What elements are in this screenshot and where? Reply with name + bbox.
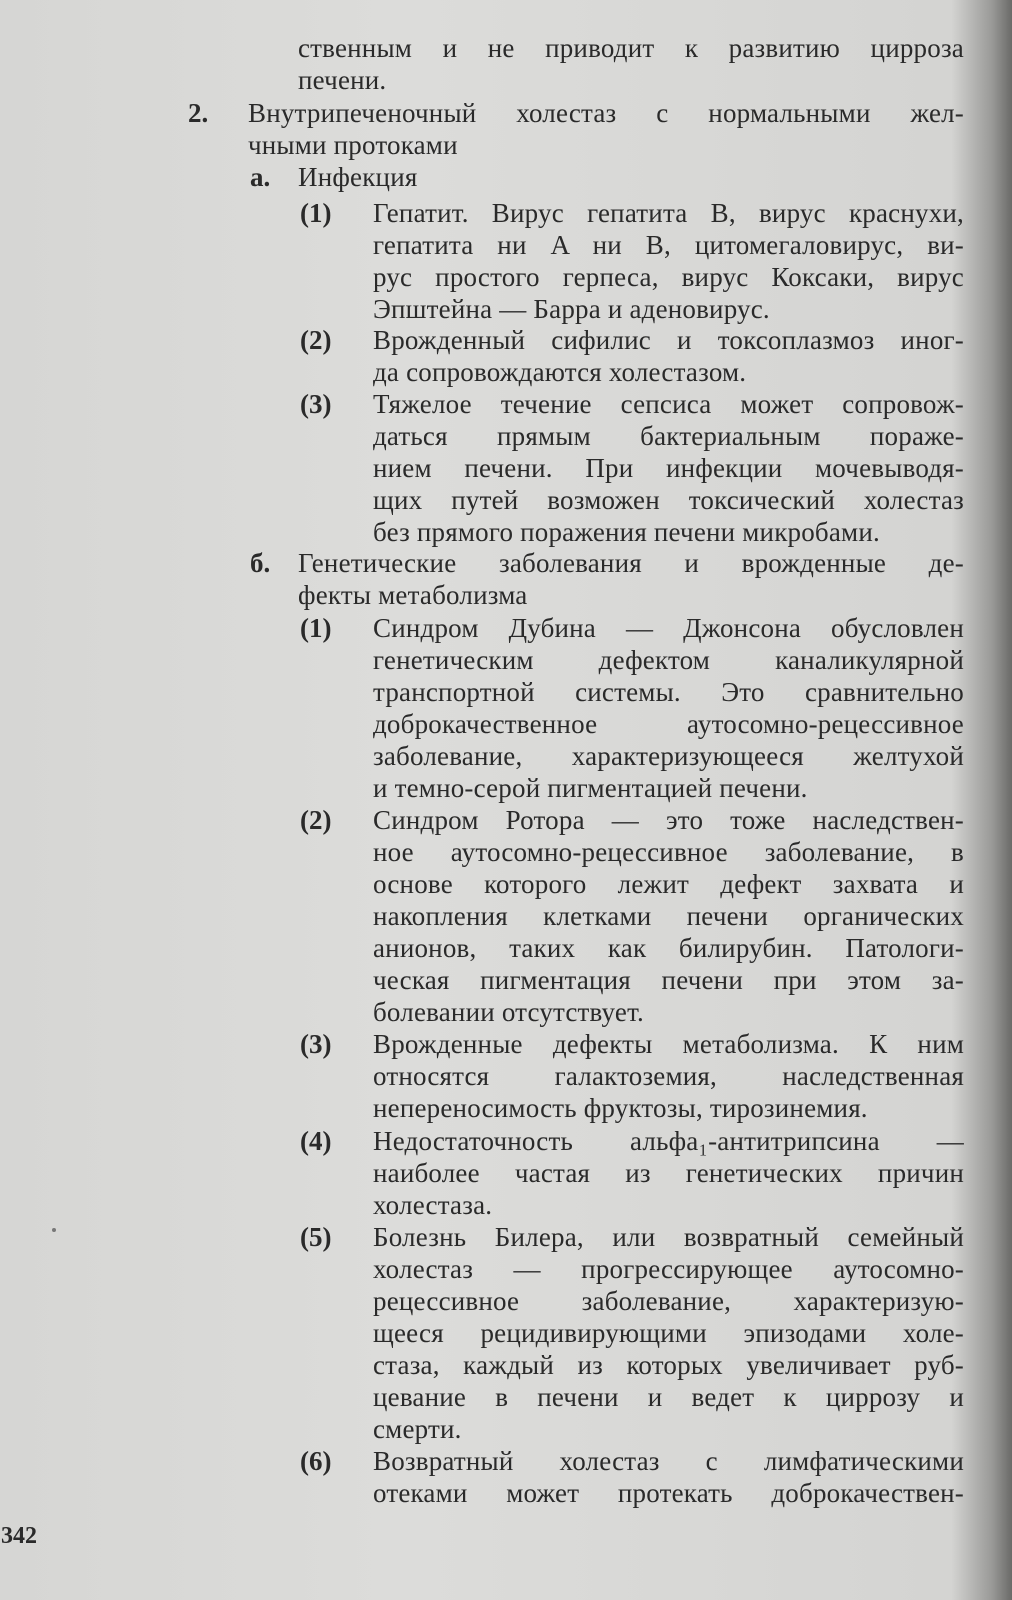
item-line: относятся галактоземия, наследственная bbox=[373, 1061, 964, 1091]
item-marker: (1) bbox=[300, 613, 332, 643]
subsection-title-line: фекты метаболизма bbox=[298, 580, 528, 610]
section-marker: 2. bbox=[188, 98, 209, 128]
item-line: Тяжелое течение сепсиса может сопровож- bbox=[373, 389, 964, 419]
item-line: транспортной системы. Это сравнительно bbox=[373, 677, 964, 707]
item-line: Врожденный сифилис и токсоплазмоз иног- bbox=[373, 325, 964, 355]
item-line: холестаз — прогрессирующее аутосомно- bbox=[373, 1254, 964, 1284]
item-line: рецессивное заболевание, характеризую- bbox=[373, 1286, 964, 1316]
item-line: Эпштейна — Барра и аденовирус. bbox=[373, 294, 770, 324]
item-line: анионов, таких как билирубин. Патологи- bbox=[373, 933, 964, 963]
item-line: накопления клетками печени органических bbox=[373, 901, 964, 931]
subsection-title: Инфекция bbox=[298, 162, 418, 192]
intro-line: печени. bbox=[298, 65, 387, 95]
section-title-line: чными протоками bbox=[248, 130, 458, 160]
section-title-line: Внутрипеченочный холестаз с нормальными жел- bbox=[248, 98, 964, 128]
item-line: и темно-серой пигментацией печени. bbox=[373, 773, 808, 803]
item-marker: (2) bbox=[300, 805, 332, 835]
item-line: холестаза. bbox=[373, 1190, 493, 1220]
item-marker: (1) bbox=[300, 198, 332, 228]
scan-speck bbox=[52, 1228, 56, 1232]
item-line: заболевание, характеризующееся желтухой bbox=[373, 741, 964, 771]
item-marker: (3) bbox=[300, 389, 332, 419]
item-line: без прямого поражения печени микробами. bbox=[373, 517, 880, 547]
item-marker: (5) bbox=[300, 1222, 332, 1252]
item-line: болевании отсутствует. bbox=[373, 997, 644, 1027]
item-line: цевание в печени и ведет к циррозу и bbox=[373, 1382, 964, 1412]
item-line: Болезнь Билера, или возвратный семейный bbox=[373, 1222, 964, 1252]
subsection-marker: б. bbox=[250, 548, 271, 578]
item-line: даться прямым бактериальным пораже- bbox=[373, 421, 964, 451]
item-line: отеками может протекать доброкачествен- bbox=[373, 1478, 964, 1508]
item-line: да сопровождаются холестазом. bbox=[373, 357, 747, 387]
item-line: Врожденные дефекты метаболизма. К ним bbox=[373, 1029, 964, 1059]
intro-line: ственным и не приводит к развитию цирроза bbox=[298, 33, 964, 63]
item-line: доброкачественное аутосомно-рецессивное bbox=[373, 709, 964, 739]
item-line: Недостаточность альфа₁-антитрипсина — bbox=[373, 1126, 964, 1156]
item-marker: (3) bbox=[300, 1029, 332, 1059]
item-line: Синдром Ротора — это тоже наследствен- bbox=[373, 805, 964, 835]
subsection-title-line: Генетические заболевания и врожденные де- bbox=[298, 548, 964, 578]
item-line: основе которого лежит дефект захвата и bbox=[373, 869, 964, 899]
item-line: щееся рецидивирующими эпизодами холе- bbox=[373, 1318, 964, 1348]
item-line: наиболее частая из генетических причин bbox=[373, 1158, 964, 1188]
item-marker: (2) bbox=[300, 325, 332, 355]
item-line: стаза, каждый из которых увеличивает руб- bbox=[373, 1350, 964, 1380]
item-marker: (6) bbox=[300, 1446, 332, 1476]
item-line: ческая пигментация печени при этом за- bbox=[373, 965, 964, 995]
item-line: Возвратный холестаз с лимфатическими bbox=[373, 1446, 964, 1476]
item-line: рус простого герпеса, вирус Коксаки, вирус bbox=[373, 262, 964, 292]
item-line: смерти. bbox=[373, 1414, 462, 1444]
item-marker: (4) bbox=[300, 1126, 332, 1156]
subsection-marker: а. bbox=[250, 162, 271, 192]
item-line: нием печени. При инфекции мочевыводя- bbox=[373, 453, 964, 483]
item-line: гепатита ни A ни B, цитомегаловирус, ви- bbox=[373, 230, 964, 260]
item-line: Гепатит. Вирус гепатита B, вирус краснухи, bbox=[373, 198, 964, 228]
item-line: Синдром Дубина — Джонсона обусловлен bbox=[373, 613, 964, 643]
item-line: непереносимость фруктозы, тирозинемия. bbox=[373, 1093, 868, 1123]
item-line: щих путей возможен токсический холестаз bbox=[373, 485, 964, 515]
page-number: 342 bbox=[1, 1523, 37, 1549]
item-line: генетическим дефектом каналикулярной bbox=[373, 645, 964, 675]
item-line: ное аутосомно-рецессивное заболевание, в bbox=[373, 837, 964, 867]
